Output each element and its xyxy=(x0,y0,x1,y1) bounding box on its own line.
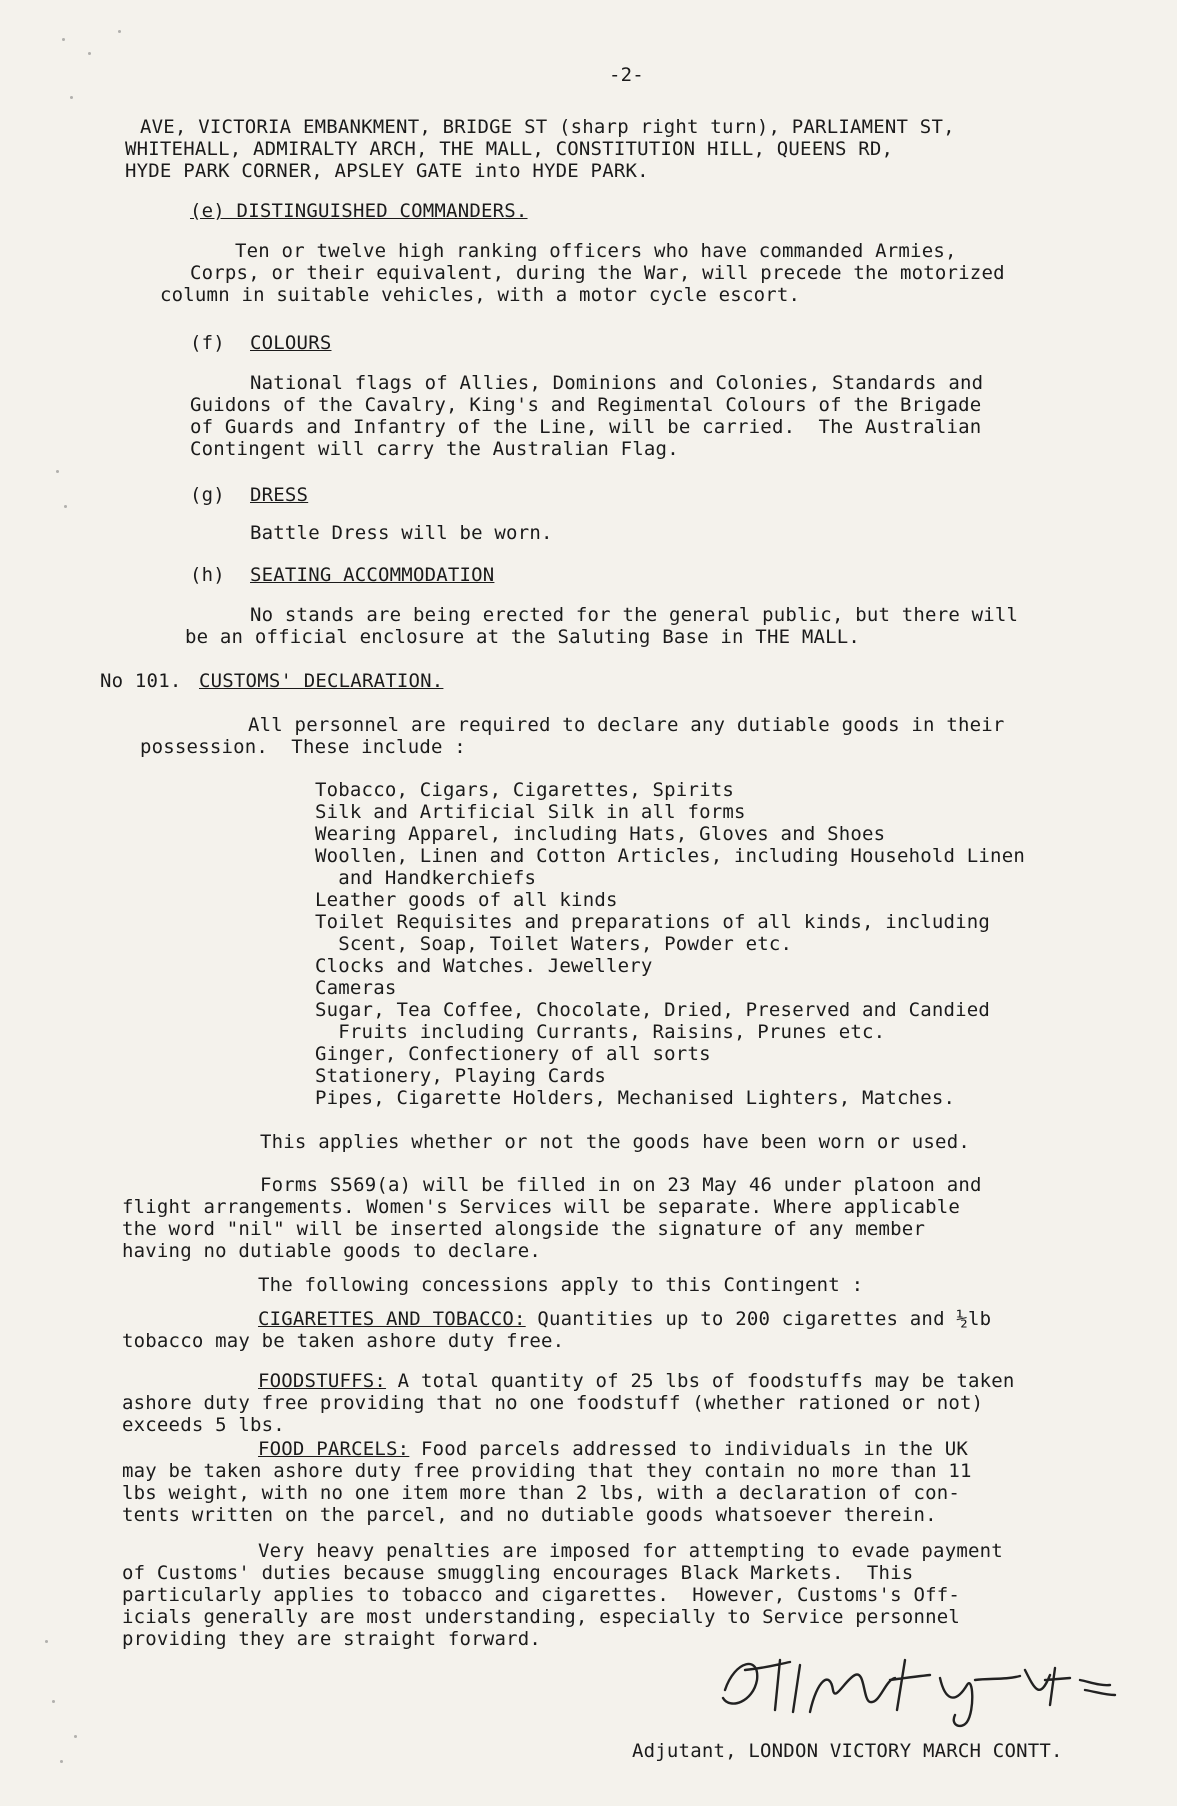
forms-line-3: the word "nil" will be inserted alongside the signature of any member xyxy=(122,1218,926,1240)
section-f-line-1: National flags of Allies, Dominions and Colonies, Standards and xyxy=(250,372,984,394)
parcels-continued-2: lbs weight, with no one item more than 2 lbs, with a declaration of con- xyxy=(122,1482,961,1504)
route-line-2: WHITEHALL, ADMIRALTY ARCH, THE MALL, CONSTITUTION HILL, QUEENS RD, xyxy=(125,138,894,160)
penalties-line-2: of Customs' duties because smuggling encourages Black Markets. This xyxy=(122,1562,914,1584)
list-item: Stationery, Playing Cards xyxy=(315,1065,606,1087)
list-item: Silk and Artificial Silk in all forms xyxy=(315,801,746,823)
list-item: Clocks and Watches. Jewellery xyxy=(315,955,653,977)
cigarettes-text: Quantities up to 200 cigarettes and ½lb xyxy=(525,1308,992,1330)
parcels-label: FOOD PARCELS: xyxy=(258,1438,410,1460)
parcels-continued-3: tents written on the parcel, and no dutiable goods whatsoever therein. xyxy=(122,1504,937,1526)
foodstuffs-label: FOODSTUFFS: xyxy=(258,1370,387,1392)
cigarettes-continued: tobacco may be taken ashore duty free. xyxy=(122,1330,565,1352)
section-e-heading: (e) DISTINGUISHED COMMANDERS. xyxy=(190,200,528,222)
list-item: Tobacco, Cigars, Cigarettes, Spirits xyxy=(315,779,735,801)
signature-title: Adjutant, LONDON VICTORY MARCH CONTT. xyxy=(632,1740,1063,1762)
list-item: Wearing Apparel, including Hats, Gloves and Shoes xyxy=(315,823,886,845)
customs-intro-1: All personnel are required to declare any dutiable goods in their xyxy=(248,714,1005,736)
section-f-heading: COLOURS xyxy=(250,332,332,354)
section-e-line-3: column in suitable vehicles, with a motor cycle escort. xyxy=(160,284,801,306)
forms-line-2: flight arrangements. Women's Services will be separate. Where applicable xyxy=(122,1196,961,1218)
parcels-continued-1: may be taken ashore duty free providing that they contain no more than 11 xyxy=(122,1460,972,1482)
section-h-heading: SEATING ACCOMMODATION xyxy=(250,564,495,586)
route-line-3: HYDE PARK CORNER, APSLEY GATE into HYDE PARK. xyxy=(125,160,649,182)
penalties-line-5: providing they are straight forward. xyxy=(122,1628,542,1650)
list-item: Leather goods of all kinds xyxy=(315,889,618,911)
section-h-line-2: be an official enclosure at the Saluting Base in THE MALL. xyxy=(185,626,861,648)
list-item: Ginger, Confectionery of all sorts xyxy=(315,1043,711,1065)
section-f-line-4: Contingent will carry the Australian Flag. xyxy=(190,438,679,460)
section-e-line-1: Ten or twelve high ranking officers who have commanded Armies, xyxy=(235,240,957,262)
section-e-line-2: Corps, or their equivalent, during the War, will precede the motorized xyxy=(190,262,1005,284)
list-item: Sugar, Tea Coffee, Chocolate, Dried, Preserved and Candied xyxy=(315,999,991,1021)
parcels-text: Food parcels addressed to individuals in the UK xyxy=(409,1438,968,1460)
foodstuffs-continued-1: ashore duty free providing that no one foodstuff (whether rationed or not) xyxy=(122,1392,984,1414)
section-h-line-1: No stands are being erected for the general public, but there will xyxy=(250,604,1019,626)
list-item: Pipes, Cigarette Holders, Mechanised Lighters, Matches. xyxy=(315,1087,956,1109)
forms-line-1: Forms S569(a) will be filled in on 23 May 46 under platoon and xyxy=(260,1174,982,1196)
penalties-line-3: particularly applies to tobacco and cigarettes. However, Customs's Off- xyxy=(122,1584,961,1606)
section-g-heading: DRESS xyxy=(250,484,309,506)
forms-line-4: having no dutiable goods to declare. xyxy=(122,1240,542,1262)
concessions-intro: The following concessions apply to this Contingent : xyxy=(258,1274,864,1296)
customs-heading: CUSTOMS' DECLARATION. xyxy=(199,670,444,692)
cigarettes-paragraph xyxy=(258,1308,991,1330)
section-g-label: (g) xyxy=(190,484,225,506)
penalties-line-4: icials generally are most understanding, especially to Service personnel xyxy=(122,1606,961,1628)
parcels-paragraph xyxy=(258,1438,968,1460)
section-h-label: (h) xyxy=(190,564,225,586)
applies-note: This applies whether or not the goods have been worn or used. xyxy=(260,1131,970,1153)
foodstuffs-continued-2: exceeds 5 lbs. xyxy=(122,1414,285,1436)
customs-number: No 101. xyxy=(100,670,182,692)
section-f-line-3: of Guards and Infantry of the Line, will be carried. The Australian xyxy=(190,416,982,438)
list-item: Toilet Requisites and preparations of all kinds, including xyxy=(315,911,991,933)
list-item: Scent, Soap, Toilet Waters, Powder etc. xyxy=(315,933,793,955)
foodstuffs-text: A total quantity of 25 lbs of foodstuffs may be taken xyxy=(386,1370,1015,1392)
list-item: and Handkerchiefs xyxy=(315,867,537,889)
page-number: -2- xyxy=(609,64,644,86)
route-line-1: AVE, VICTORIA EMBANKMENT, BRIDGE ST (sharp right turn), PARLIAMENT ST, xyxy=(140,116,955,138)
list-item: Fruits including Currants, Raisins, Prunes etc. xyxy=(315,1021,886,1043)
customs-intro-2: possession. These include : xyxy=(140,736,466,758)
cigarettes-label: CIGARETTES AND TOBACCO: xyxy=(258,1308,526,1330)
handwritten-signature xyxy=(705,1640,1135,1735)
list-item: Woollen, Linen and Cotton Articles, including Household Linen xyxy=(315,845,1025,867)
penalties-line-1: Very heavy penalties are imposed for attempting to evade payment xyxy=(258,1540,1003,1562)
list-item: Cameras xyxy=(315,977,397,999)
section-f-label: (f) xyxy=(190,332,225,354)
foodstuffs-paragraph xyxy=(258,1370,1015,1392)
section-g-line-1: Battle Dress will be worn. xyxy=(250,522,553,544)
section-f-line-2: Guidons of the Cavalry, King's and Regimental Colours of the Brigade xyxy=(190,394,982,416)
